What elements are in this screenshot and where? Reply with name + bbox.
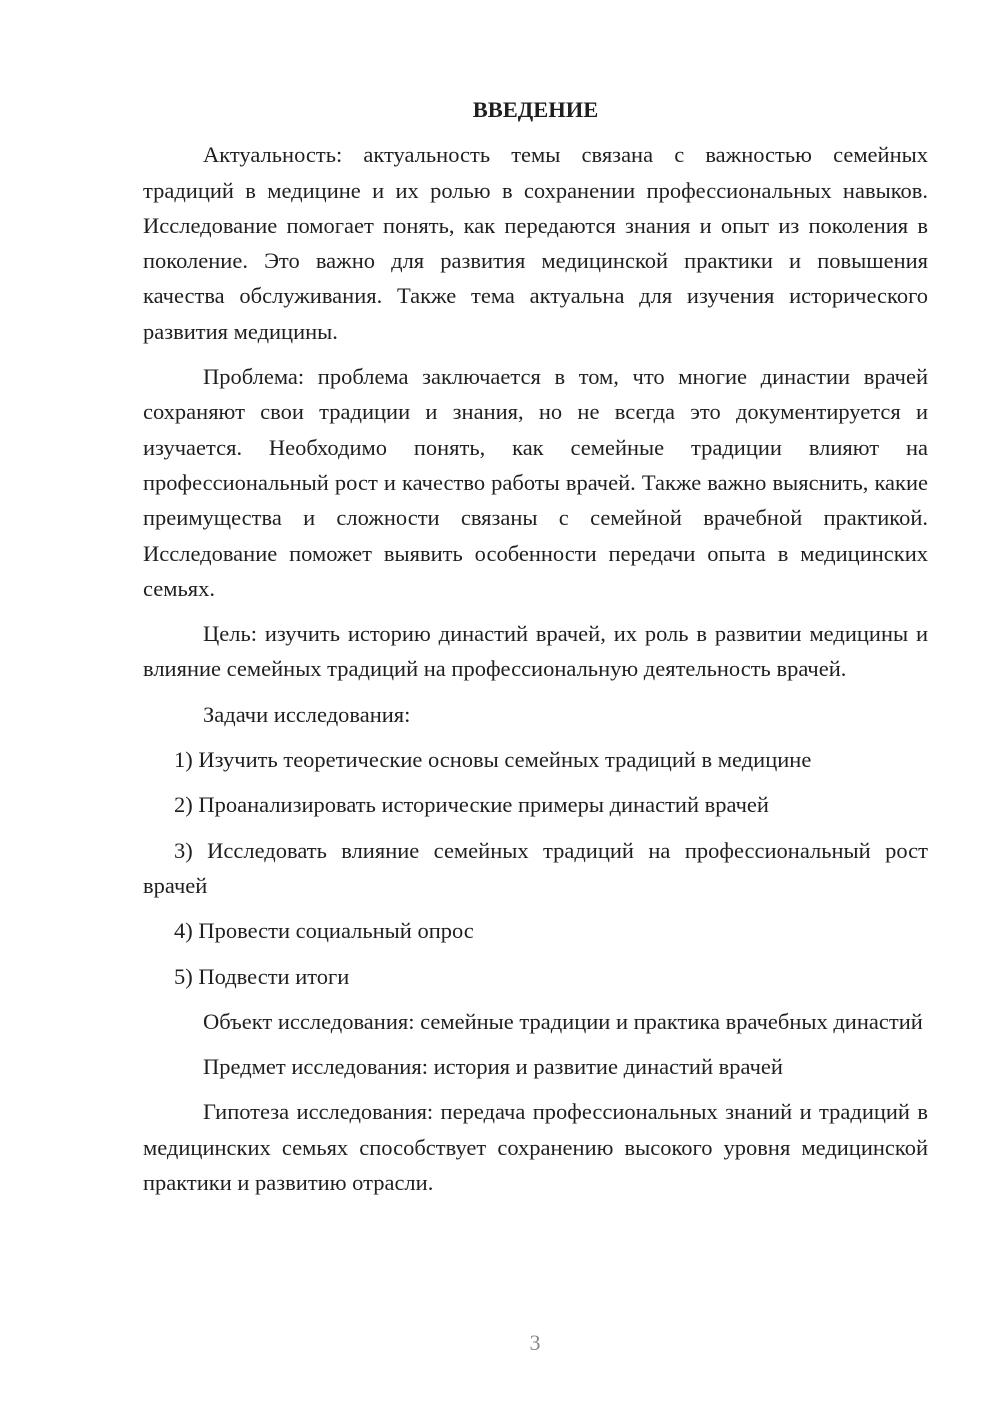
task-item: 3) Исследовать влияние семейных традиций на профессиональный рост врачей [143, 837, 928, 898]
problem-paragraph: Проблема: проблема заключается в том, что многие династии врачей сохраняют свои традиции и знания, но не всегда это документируется и изучается. Необходимо понять, как семейные традиции влияют на профессиональный рост и качество работы врачей. Также важно выяснить, какие преимущества и сложности связаны с семейной врачебной практикой. Исследование поможет выявить особенности передачи опыта в медицинских семьях. [143, 364, 928, 601]
relevance-paragraph: Актуальность: актуальность темы связана с важностью семейных традиций в медицине и их ролью в сохранении профессиональных навыков. Исследование помогает понять, как передаются знания и опыт из поколения в поколение. Это важно для развития медицинской практики и повышения качества обслуживания. Также тема актуальна для изучения исторического развития медицины. [143, 142, 928, 344]
task-item: 4) Провести социальный опрос [174, 918, 474, 944]
tasks-title: Задачи исследования: [203, 701, 411, 727]
task-item: 2) Проанализировать исторические примеры династий врачей [174, 792, 769, 818]
object-paragraph: Объект исследования: семейные традиции и практика врачебных династий [203, 1008, 923, 1034]
goal-paragraph: Цель: изучить историю династий врачей, их роль в развитии медицины и влияние семейных традиций на профессиональную деятельность врачей. [143, 621, 928, 682]
document-body [143, 92, 928, 1210]
section-heading: ВВЕДЕНИЕ [472, 97, 599, 122]
page-number: 3 [529, 1330, 541, 1355]
subject-paragraph: Предмет исследования: история и развитие династий врачей [203, 1054, 783, 1080]
task-item: 5) Подвести итоги [174, 963, 350, 989]
hypothesis-paragraph: Гипотеза исследования: передача профессиональных знаний и традиций в медицинских семьях способствует сохранению высокого уровня медицинской практики и развитию отрасли. [143, 1099, 928, 1196]
task-item: 1) Изучить теоретические основы семейных традиций в медицине [174, 747, 812, 773]
